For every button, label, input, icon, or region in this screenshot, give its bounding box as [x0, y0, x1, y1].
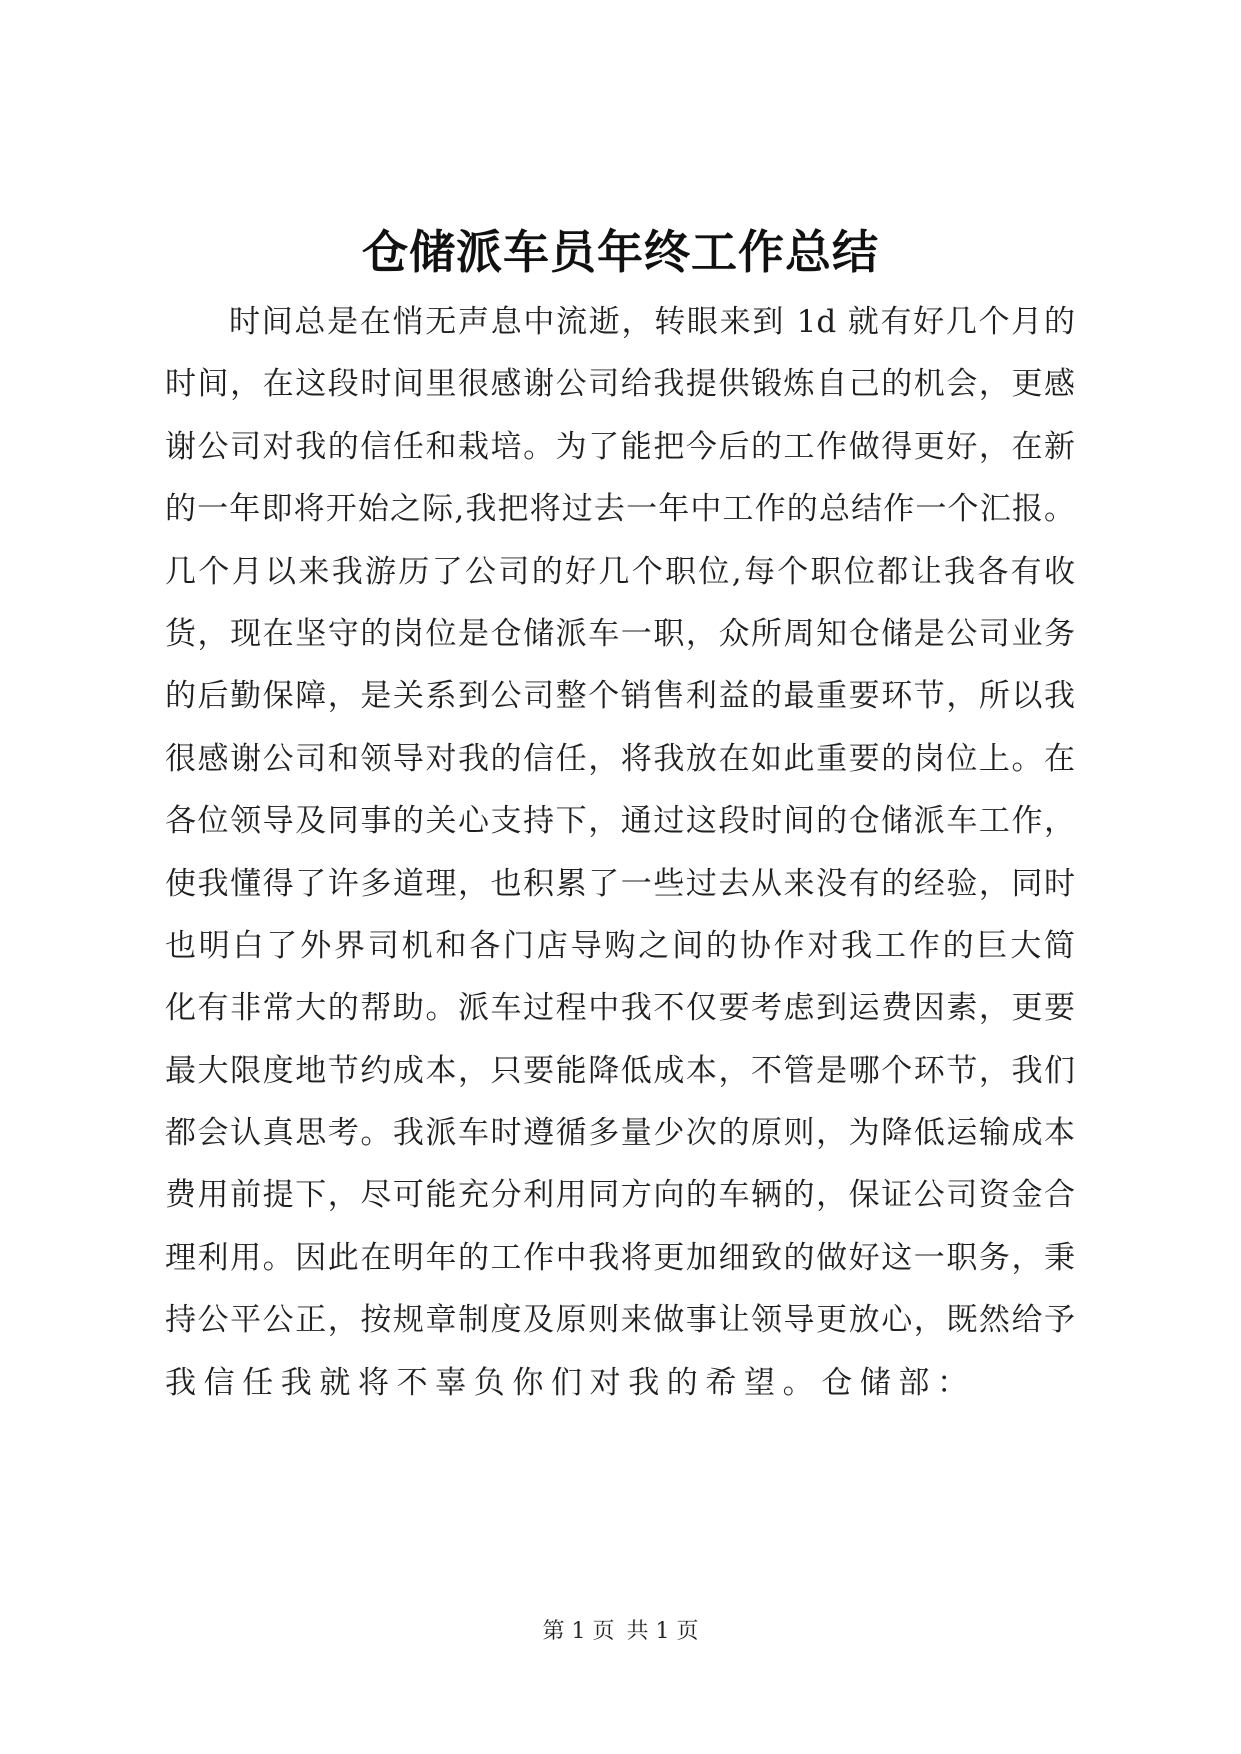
body-line: 时间总是在悄无声息中流逝，转眼来到 1d 就有好几个月的 — [229, 304, 1075, 340]
body-line: 货，现在坚守的岗位是仓储派车一职，众所周知仓储是公司业务 — [165, 615, 1075, 652]
body-line: 的一年即将开始之际,我把将过去一年中工作的总结作一个汇报。 — [165, 491, 1075, 528]
body-line: 时间，在这段时间里很感谢公司给我提供锻炼自己的机会，更感 — [165, 366, 1075, 403]
body-line: 各位领导及同事的关心支持下，通过这段时间的仓储派车工作， — [165, 803, 1075, 840]
body-line: 也明白了外界司机和各门店导购之间的协作对我工作的巨大简 — [165, 927, 1075, 964]
body-line: 持公平公正，按规章制度及原则来做事让领导更放心，既然给予 — [165, 1302, 1075, 1339]
body-line: 几个月以来我游历了公司的好几个职位,每个职位都让我各有收 — [165, 553, 1075, 590]
body-line: 最大限度地节约成本，只要能降低成本，不管是哪个环节，我们 — [165, 1052, 1075, 1089]
body-line: 的后勤保障，是关系到公司整个销售利益的最重要环节，所以我 — [165, 678, 1075, 715]
body-line: 化有非常大的帮助。派车过程中我不仅要考虑到运费因素，更要 — [165, 990, 1075, 1027]
body-line: 理利用。因此在明年的工作中我将更加细致的做好这一职务，秉 — [165, 1239, 1075, 1276]
page-count: 共 1 页 — [626, 1619, 699, 1644]
document-body — [165, 291, 1075, 1414]
page-number: 第 1 页 — [542, 1619, 615, 1644]
body-line: 我信任我就将不辜负你们对我的希望。仓储部： — [165, 1364, 976, 1401]
body-line: 费用前提下，尽可能充分利用同方向的车辆的，保证公司资金合 — [165, 1177, 1075, 1214]
document-title: 仓储派车员年终工作总结 — [362, 225, 879, 279]
body-line: 都会认真思考。我派车时遵循多量少次的原则，为降低运输成本 — [165, 1115, 1075, 1152]
page-footer — [0, 1617, 1241, 1647]
body-line: 使我懂得了许多道理，也积累了一些过去从来没有的经验，同时 — [165, 865, 1075, 902]
body-line: 很感谢公司和领导对我的信任，将我放在如此重要的岗位上。在 — [165, 740, 1075, 777]
body-line: 谢公司对我的信任和栽培。为了能把今后的工作做得更好，在新 — [165, 428, 1075, 465]
